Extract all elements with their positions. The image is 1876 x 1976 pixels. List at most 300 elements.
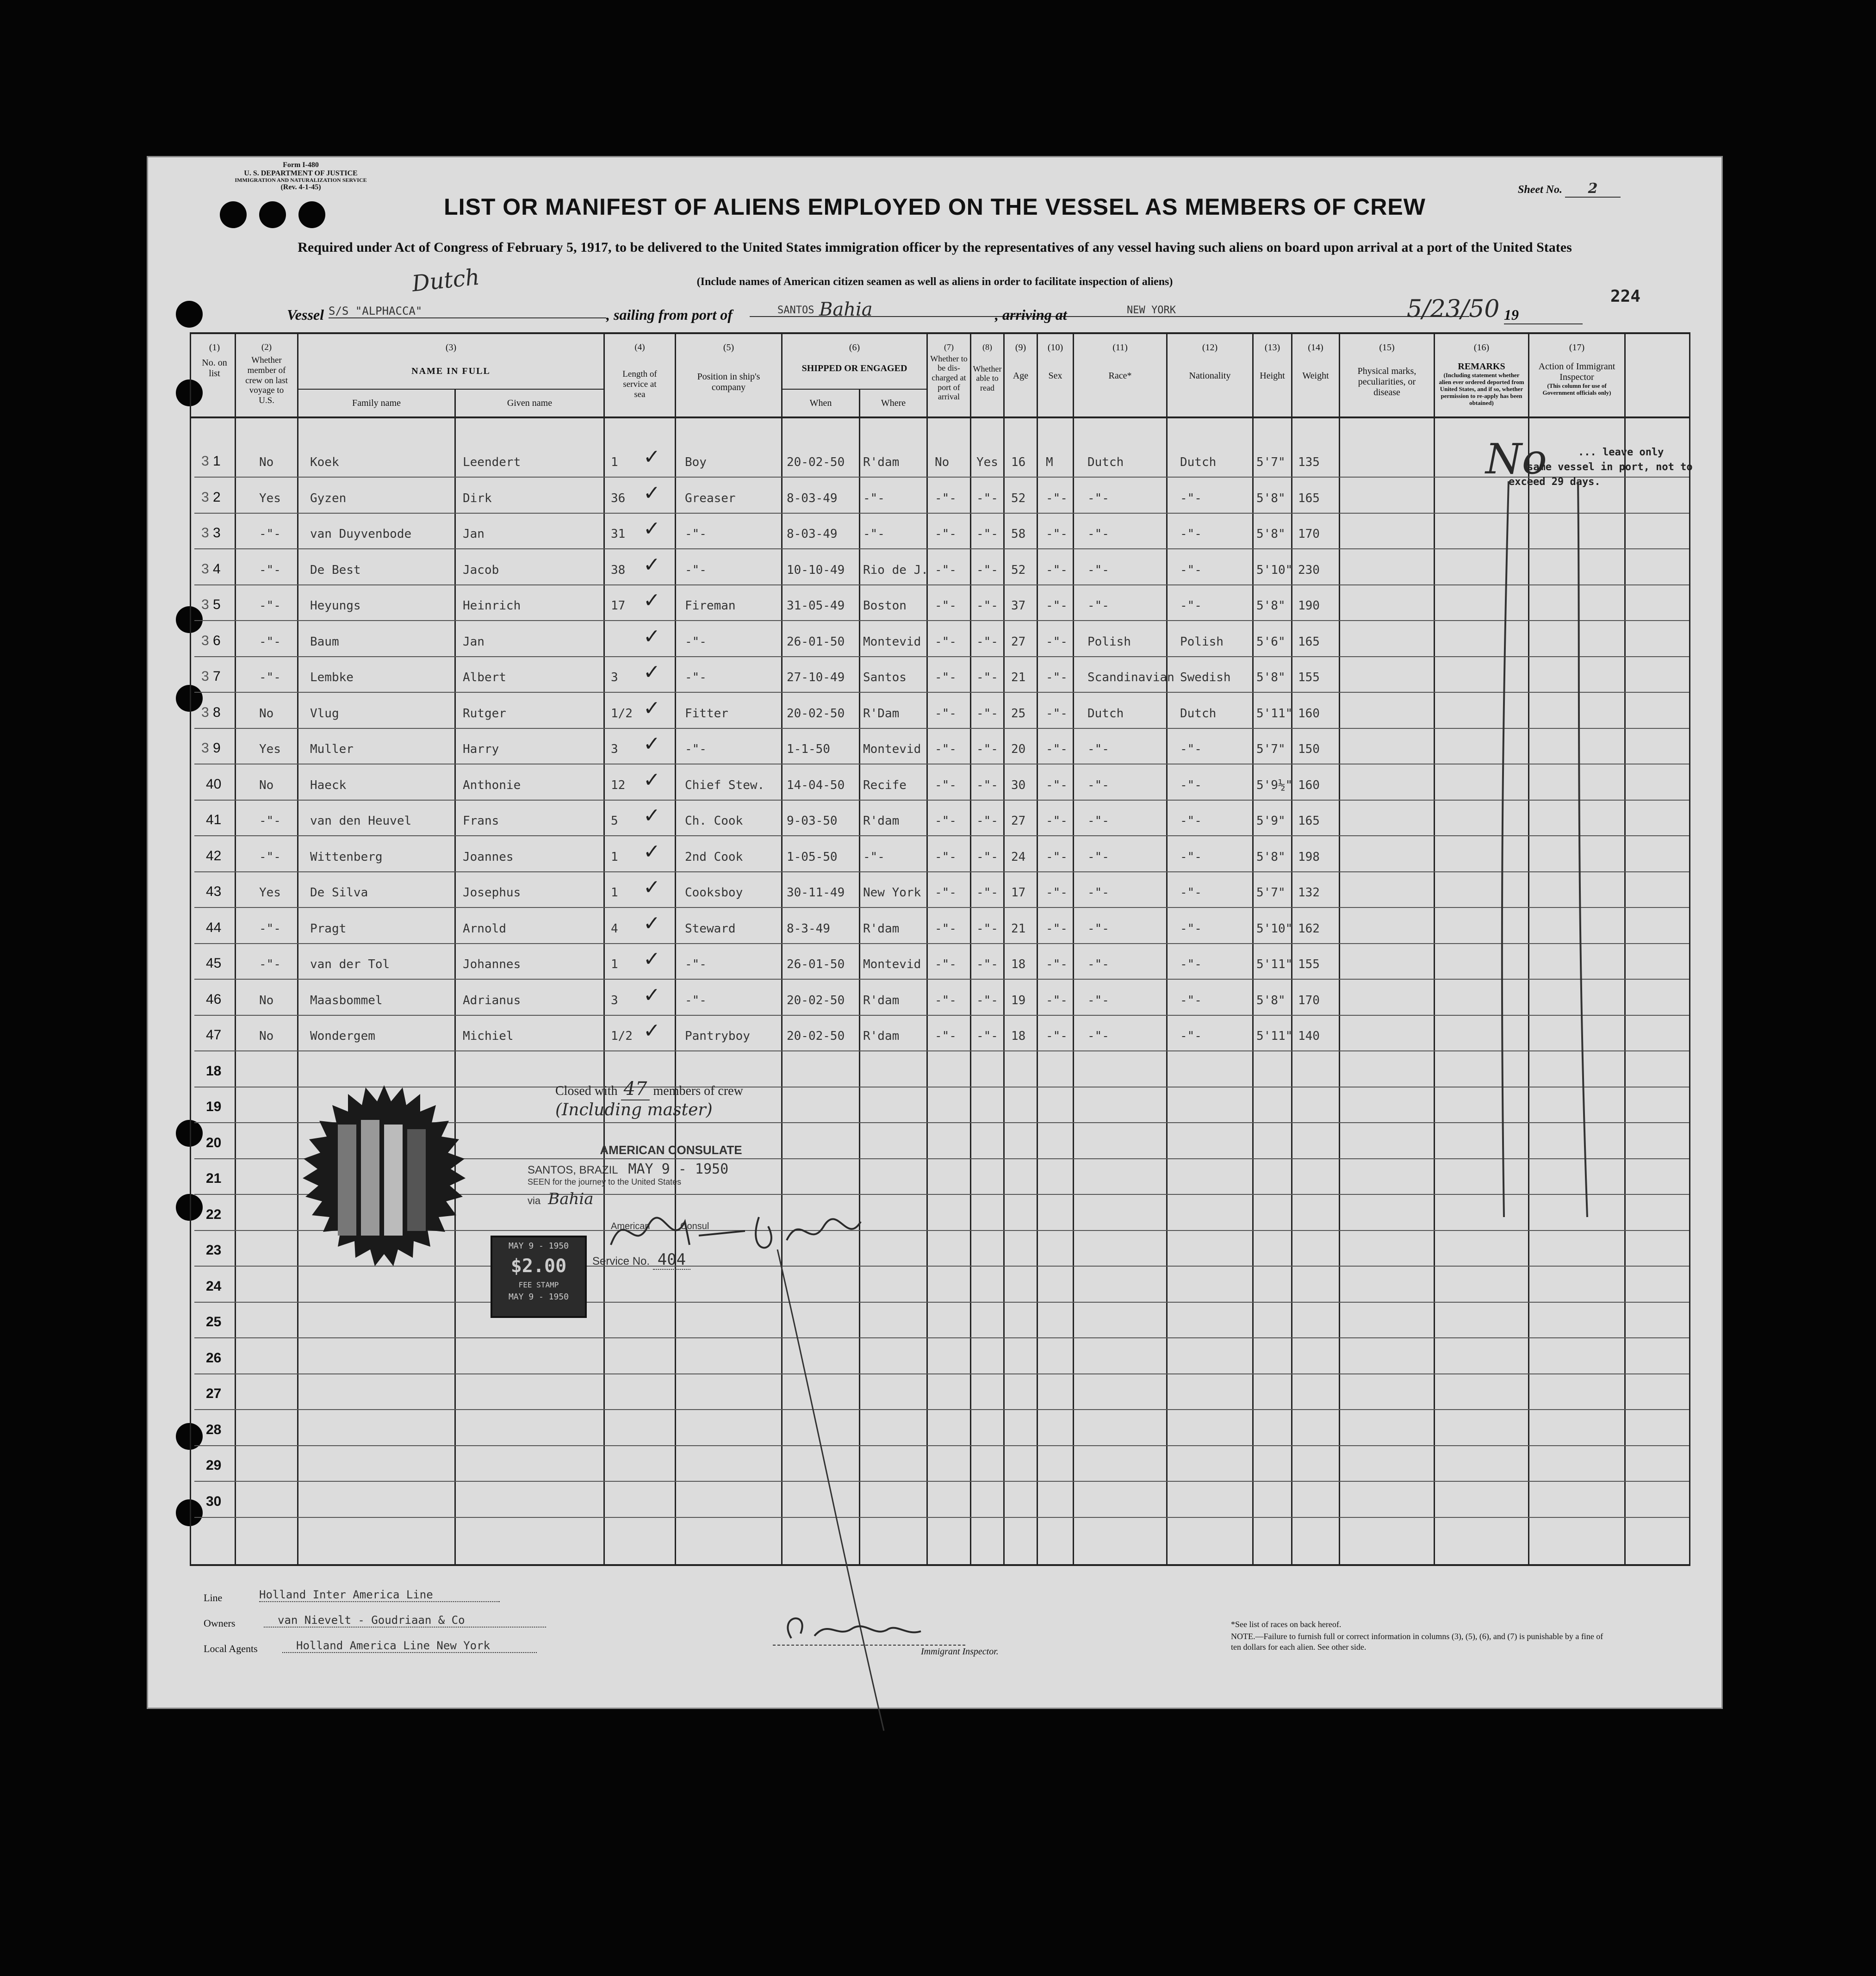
height: 5'8" xyxy=(1256,993,1286,1007)
col17-header xyxy=(1529,342,1624,397)
service-label: Service No. xyxy=(592,1255,650,1268)
col15-number: (15) xyxy=(1379,342,1395,353)
sex: M xyxy=(1046,455,1053,469)
col14-number: (14) xyxy=(1308,342,1323,353)
row-rule xyxy=(194,656,1689,657)
col5-title: Position in ship's company xyxy=(697,372,760,392)
shipped-where: Montevid xyxy=(863,957,921,971)
member-last-voyage: Yes xyxy=(259,886,281,900)
consulate-via: via xyxy=(528,1195,541,1206)
check-mark-icon: ✓ xyxy=(643,624,660,648)
signature-stroke xyxy=(773,1249,888,1735)
col6a-header: When xyxy=(809,398,832,408)
manifest-number: 224 xyxy=(1610,287,1641,306)
height: 5'8" xyxy=(1256,599,1286,613)
punch-hole xyxy=(176,1120,203,1147)
length-of-service: 1/2 xyxy=(611,706,633,721)
family-name: Gyzen xyxy=(310,491,347,505)
row-rule xyxy=(194,1015,1689,1016)
consulate-date: MAY 9 - 1950 xyxy=(628,1161,729,1177)
empty-row-number: 25 xyxy=(206,1314,222,1330)
given-name: Josephus xyxy=(463,886,521,900)
shipped-when: 20-02-50 xyxy=(787,706,845,721)
family-name: Muller xyxy=(310,742,354,756)
member-last-voyage: -"- xyxy=(259,921,281,936)
empty-row-number: 21 xyxy=(206,1171,222,1186)
consul-label-2: Consul xyxy=(680,1221,709,1231)
consulate-seen: SEEN for the journey to the United States xyxy=(528,1177,682,1187)
shipped-when: 10-10-49 xyxy=(787,563,845,577)
col-rule xyxy=(1689,332,1690,1566)
height: 5'6" xyxy=(1256,634,1286,649)
family-name: Vlug xyxy=(310,706,339,721)
fine-note: NOTE.—Failure to furnish full or correct information in columns (3), (5), (6), and (7) is punishable by a fine of ten dollars for each alien. See other side. xyxy=(1231,1632,1603,1652)
sailing-port-handwritten: Bahia xyxy=(819,299,873,320)
position: Greaser xyxy=(685,491,736,505)
position: -"- xyxy=(685,527,707,541)
row-number: 5 xyxy=(213,597,221,612)
position: -"- xyxy=(685,563,707,577)
col16-number: (16) xyxy=(1473,342,1490,353)
family-name: De Silva xyxy=(310,886,368,900)
col-rule xyxy=(926,332,928,1566)
able-to-read: -"- xyxy=(976,671,998,684)
given-name: Leendert xyxy=(463,455,521,469)
col-rule xyxy=(675,332,676,1566)
race: -"- xyxy=(1087,527,1109,541)
col14-header xyxy=(1292,342,1339,381)
member-last-voyage: -"- xyxy=(259,814,281,828)
empty-row-number: 29 xyxy=(206,1458,222,1473)
nationality: -"- xyxy=(1180,742,1202,756)
col5-header xyxy=(676,342,781,393)
position: -"- xyxy=(685,742,707,756)
member-last-voyage: No xyxy=(259,706,274,721)
closed-label: Closed with xyxy=(555,1084,618,1098)
family-name: Pragt xyxy=(310,921,347,936)
race: Polish xyxy=(1087,634,1131,649)
age: 21 xyxy=(1011,671,1026,684)
race: -"- xyxy=(1087,742,1109,756)
row-rule xyxy=(194,1409,1689,1410)
nationality: -"- xyxy=(1180,527,1202,541)
vessel-nationality-handwritten: Dutch xyxy=(410,264,481,297)
punch-hole xyxy=(176,1194,203,1221)
age: 20 xyxy=(1011,742,1026,756)
weight: 150 xyxy=(1298,742,1320,756)
nationality: -"- xyxy=(1180,491,1202,505)
empty-row-number: 20 xyxy=(206,1135,222,1150)
sex: -"- xyxy=(1046,778,1068,792)
given-name: Adrianus xyxy=(463,993,521,1007)
remarks-line-3: exceed 29 days. xyxy=(1509,476,1601,488)
sex: -"- xyxy=(1046,742,1068,756)
family-name: Maasbommel xyxy=(310,993,383,1007)
punch-hole xyxy=(176,1499,203,1526)
length-of-service: 36 xyxy=(611,491,626,505)
discharged: -"- xyxy=(935,1029,957,1043)
fee-stamp-date-bottom: MAY 9 - 1950 xyxy=(508,1292,569,1302)
col15-header xyxy=(1340,342,1434,398)
shipped-where: R'Dam xyxy=(863,706,900,721)
row-rule xyxy=(194,1517,1689,1518)
manifest-sheet xyxy=(148,157,1721,1708)
col4-title: Length of service at sea xyxy=(622,369,657,399)
member-last-voyage: No xyxy=(259,455,274,469)
age: 25 xyxy=(1011,706,1026,721)
row-number-prefix: 3 xyxy=(201,633,209,648)
including-master: (Including master) xyxy=(555,1100,713,1119)
col8-number: (8) xyxy=(982,342,992,352)
row-number: 41 xyxy=(206,812,222,827)
arrival-date-handwritten: 5/23/50 xyxy=(1407,295,1500,323)
given-name: Heinrich xyxy=(463,599,521,613)
shipped-where: R'dam xyxy=(863,1029,900,1043)
fee-stamp-date-top: MAY 9 - 1950 xyxy=(508,1241,569,1251)
row-number-prefix: 3 xyxy=(201,525,209,541)
able-to-read: -"- xyxy=(976,706,998,721)
row-number-prefix: 3 xyxy=(201,704,209,720)
member-last-voyage: No xyxy=(259,778,274,792)
punch-hole xyxy=(176,379,203,406)
nationality: -"- xyxy=(1180,814,1202,828)
nationality: -"- xyxy=(1180,850,1202,864)
punch-hole xyxy=(176,606,203,633)
race: -"- xyxy=(1087,563,1109,577)
row-number: 3 xyxy=(213,525,221,541)
race: -"- xyxy=(1087,921,1109,936)
row-number: 40 xyxy=(206,776,222,792)
age: 16 xyxy=(1011,455,1026,469)
row-number: 44 xyxy=(206,920,222,935)
agents-value: Holland America Line New York xyxy=(282,1639,537,1653)
vessel-name: S/S "ALPHACCA" xyxy=(329,304,606,318)
col9-number: (9) xyxy=(1015,342,1026,353)
shipped-where: Montevid xyxy=(863,742,921,756)
able-to-read: -"- xyxy=(976,491,998,505)
family-name: Haeck xyxy=(310,778,347,792)
race: Dutch xyxy=(1087,706,1124,721)
age: 18 xyxy=(1011,957,1026,971)
sex: -"- xyxy=(1046,527,1068,541)
nationality: -"- xyxy=(1180,778,1202,792)
closing-note xyxy=(555,1078,743,1119)
given-name: Jacob xyxy=(463,563,499,577)
row-rule xyxy=(194,907,1689,908)
able-to-read: -"- xyxy=(976,742,998,756)
length-of-service: 3 xyxy=(611,993,618,1007)
member-last-voyage: -"- xyxy=(259,634,281,649)
name-subheader-rule xyxy=(297,389,603,390)
family-name: Koek xyxy=(310,455,339,469)
row-number-prefix: 3 xyxy=(201,489,209,505)
discharged: -"- xyxy=(935,742,957,756)
col13-title: Height xyxy=(1260,371,1285,381)
weight: 190 xyxy=(1298,599,1320,613)
row-rule xyxy=(194,477,1689,478)
shipped-when: 20-02-50 xyxy=(787,1029,845,1043)
shipped-where: New York xyxy=(863,886,921,900)
shipped-where: R'dam xyxy=(863,921,900,936)
able-to-read: -"- xyxy=(976,527,998,541)
nationality: -"- xyxy=(1180,599,1202,613)
col3-header xyxy=(298,342,603,377)
col-rule xyxy=(454,389,456,1566)
member-last-voyage: -"- xyxy=(259,671,281,684)
col-rule xyxy=(297,332,298,1566)
table-top-rule xyxy=(190,332,1689,334)
shipped-where: Rio de J. xyxy=(863,563,928,577)
row-number: 43 xyxy=(206,884,222,899)
col12-number: (12) xyxy=(1202,342,1218,353)
row-number: 9 xyxy=(213,740,221,756)
position: Cooksboy xyxy=(685,886,743,900)
consular-seal xyxy=(287,1083,481,1277)
member-last-voyage: -"- xyxy=(259,599,281,613)
member-last-voyage: No xyxy=(259,993,274,1007)
col-rule xyxy=(1434,332,1435,1566)
discharged: -"- xyxy=(935,993,957,1007)
sailing-label: , sailing from port of xyxy=(606,306,733,323)
consulate-title: AMERICAN CONSULATE xyxy=(600,1143,742,1157)
col4-header xyxy=(605,342,675,399)
height: 5'8" xyxy=(1256,850,1286,864)
given-name: Harry xyxy=(463,742,499,756)
col16-subtitle: (Including statement whether alien ever ordered deported from United States, and if so, whether permission to re-apply has been obtained) xyxy=(1439,372,1524,406)
fee-stamp-value: $2.00 xyxy=(510,1255,567,1277)
closed-count: 47 xyxy=(621,1078,650,1100)
weight: 162 xyxy=(1298,921,1320,936)
shipped-when: 26-01-50 xyxy=(787,957,845,971)
remarks-handwritten-no: No xyxy=(1485,435,1547,484)
row-rule xyxy=(194,800,1689,801)
shipped-where: -"- xyxy=(863,850,885,864)
check-mark-icon: ✓ xyxy=(643,947,660,971)
col8-title: Whether able to read xyxy=(973,364,1002,393)
discharged: -"- xyxy=(935,527,957,541)
col1-header xyxy=(194,342,235,379)
age: 19 xyxy=(1011,993,1026,1007)
weight: 140 xyxy=(1298,1029,1320,1043)
shipped-when: 1-1-50 xyxy=(787,742,830,756)
sex: -"- xyxy=(1046,886,1068,900)
height: 5'9" xyxy=(1256,814,1286,828)
col15-title: Physical marks, peculiarities, or disease xyxy=(1357,366,1416,398)
discharged: -"- xyxy=(935,850,957,864)
shipped-subheader-rule xyxy=(781,389,926,390)
col-rule xyxy=(1624,332,1626,1566)
age: 58 xyxy=(1011,527,1026,541)
shipped-when: 14-04-50 xyxy=(787,778,845,792)
height: 5'8" xyxy=(1256,527,1286,541)
row-number: 46 xyxy=(206,991,222,1007)
length-of-service: 3 xyxy=(611,671,618,684)
row-number-prefix: 3 xyxy=(201,669,209,684)
col3-title: NAME IN FULL xyxy=(411,366,491,376)
row-number: 6 xyxy=(213,633,221,648)
sex: -"- xyxy=(1046,814,1068,828)
given-name: Jan xyxy=(463,527,485,541)
col16-title: REMARKS xyxy=(1458,361,1505,372)
check-mark-icon: ✓ xyxy=(643,768,660,792)
able-to-read: -"- xyxy=(976,921,998,936)
race: -"- xyxy=(1087,814,1109,828)
age: 24 xyxy=(1011,850,1026,864)
shipped-where: -"- xyxy=(863,491,885,505)
given-name: Dirk xyxy=(463,491,492,505)
weight: 165 xyxy=(1298,814,1320,828)
discharged: -"- xyxy=(935,706,957,721)
col14-title: Weight xyxy=(1302,371,1329,381)
height: 5'9½" xyxy=(1256,778,1293,792)
sex: -"- xyxy=(1046,850,1068,864)
member-last-voyage: -"- xyxy=(259,527,281,541)
family-name: Wondergem xyxy=(310,1029,375,1043)
position: Chief Stew. xyxy=(685,778,765,792)
length-of-service: 5 xyxy=(611,814,618,828)
weight: 160 xyxy=(1298,778,1320,792)
height: 5'7" xyxy=(1256,455,1286,469)
col5-number: (5) xyxy=(723,342,734,353)
height: 5'7" xyxy=(1256,742,1286,756)
age: 27 xyxy=(1011,814,1026,828)
nationality: -"- xyxy=(1180,886,1202,900)
age: 30 xyxy=(1011,778,1026,792)
member-last-voyage: Yes xyxy=(259,491,281,505)
row-rule xyxy=(194,584,1689,585)
col16-header xyxy=(1435,342,1528,407)
race: -"- xyxy=(1087,850,1109,864)
discharged: -"- xyxy=(935,886,957,900)
col12-header xyxy=(1168,342,1252,381)
able-to-read: -"- xyxy=(976,886,998,900)
table-bottom-rule xyxy=(190,1564,1689,1566)
age: 52 xyxy=(1011,491,1026,505)
col-rule xyxy=(1291,332,1292,1566)
weight: 155 xyxy=(1298,957,1320,971)
check-mark-icon: ✓ xyxy=(643,553,660,577)
row-rule xyxy=(194,1373,1689,1374)
given-name: Johannes xyxy=(463,957,521,971)
check-mark-icon: ✓ xyxy=(643,660,660,684)
sex: -"- xyxy=(1046,706,1068,721)
footer-agents xyxy=(204,1639,491,1655)
able-to-read: -"- xyxy=(976,993,998,1007)
check-mark-icon: ✓ xyxy=(643,696,660,720)
discharged: -"- xyxy=(935,491,957,505)
age: 37 xyxy=(1011,599,1026,613)
member-last-voyage: No xyxy=(259,1029,274,1043)
header-bottom-rule xyxy=(190,416,1689,418)
position: 2nd Cook xyxy=(685,850,743,864)
sheet-no-value: 2 xyxy=(1565,180,1621,198)
page-subtitle: Required under Act of Congress of February 5, 1917, to be delivered to the United States immigration officer by the representatives of any vessel having such aliens on board upon arrival at a port of the United States xyxy=(298,240,1572,255)
nationality: -"- xyxy=(1180,993,1202,1007)
arriving-port: NEW YORK xyxy=(1099,304,1469,317)
col11-title: Race* xyxy=(1108,371,1132,381)
consulate-place-line xyxy=(528,1161,814,1177)
sailing-port: SANTOS xyxy=(750,304,1138,317)
sex: -"- xyxy=(1046,957,1068,971)
row-rule xyxy=(194,943,1689,944)
weight: 170 xyxy=(1298,527,1320,541)
form-rev: (Rev. 4-1-45) xyxy=(280,183,321,192)
discharged: -"- xyxy=(935,671,957,684)
form-number: Form I-480 xyxy=(283,161,319,169)
weight: 165 xyxy=(1298,491,1320,505)
col6-title: SHIPPED OR ENGAGED xyxy=(801,363,907,373)
row-rule xyxy=(194,835,1689,836)
race: Dutch xyxy=(1087,455,1124,469)
shipped-when: 31-05-49 xyxy=(787,599,845,613)
sex: -"- xyxy=(1046,634,1068,649)
able-to-read: -"- xyxy=(976,563,998,577)
row-number: 7 xyxy=(213,669,221,684)
col2-title: Whether member of crew on last voyage to U.S. xyxy=(245,355,288,406)
col2-number: (2) xyxy=(261,342,272,352)
able-to-read: -"- xyxy=(976,599,998,613)
height: 5'7" xyxy=(1256,886,1286,900)
page-title: LIST OR MANIFEST OF ALIENS EMPLOYED ON THE VESSEL AS MEMBERS OF CREW xyxy=(444,194,1426,220)
row-number: 47 xyxy=(206,1027,222,1043)
able-to-read: -"- xyxy=(976,1029,998,1043)
inspector-label: Immigrant Inspector. xyxy=(921,1647,999,1657)
arriving-label: , arriving at xyxy=(995,306,1067,323)
fee-stamp xyxy=(491,1236,587,1318)
service-number: 404 xyxy=(653,1250,690,1270)
height: 5'8" xyxy=(1256,491,1286,505)
races-note: *See list of races on back hereof. xyxy=(1231,1620,1342,1629)
able-to-read: -"- xyxy=(976,634,998,649)
shipped-where: Santos xyxy=(863,671,907,684)
line-value: Holland Inter America Line xyxy=(259,1588,500,1602)
height: 5'11" xyxy=(1256,1029,1293,1043)
member-last-voyage: Yes xyxy=(259,742,281,756)
position: Fitter xyxy=(685,706,728,721)
col7-header xyxy=(928,342,970,402)
height: 5'10" xyxy=(1256,921,1293,936)
row-rule xyxy=(194,1302,1689,1303)
members-label: members of crew xyxy=(653,1084,743,1098)
empty-row-number: 30 xyxy=(206,1493,222,1509)
given-name: Jan xyxy=(463,634,485,649)
col11-number: (11) xyxy=(1112,342,1128,353)
inspector-signature xyxy=(773,1610,967,1652)
discharged: -"- xyxy=(935,634,957,649)
race: Scandinavian xyxy=(1087,671,1174,684)
row-number-prefix: 3 xyxy=(201,561,209,577)
empty-row-number: 24 xyxy=(206,1278,222,1294)
able-to-read: -"- xyxy=(976,957,998,971)
consulate-via-handwritten: Bahia xyxy=(548,1190,594,1208)
row-rule xyxy=(194,1481,1689,1482)
row-rule xyxy=(194,1445,1689,1446)
remarks-ditto-stroke xyxy=(1481,477,1601,1236)
nationality: Dutch xyxy=(1180,455,1217,469)
position: -"- xyxy=(685,671,707,684)
sex: -"- xyxy=(1046,599,1068,613)
col9-header xyxy=(1005,342,1037,381)
sex: -"- xyxy=(1046,921,1068,936)
length-of-service: 1 xyxy=(611,886,618,900)
col10-title: Sex xyxy=(1048,371,1062,381)
shipped-when: 26-01-50 xyxy=(787,634,845,649)
col-rule xyxy=(1252,332,1254,1566)
discharged: -"- xyxy=(935,921,957,936)
col13-header xyxy=(1254,342,1291,381)
check-mark-icon: ✓ xyxy=(643,589,660,612)
height: 5'11" xyxy=(1256,957,1293,971)
